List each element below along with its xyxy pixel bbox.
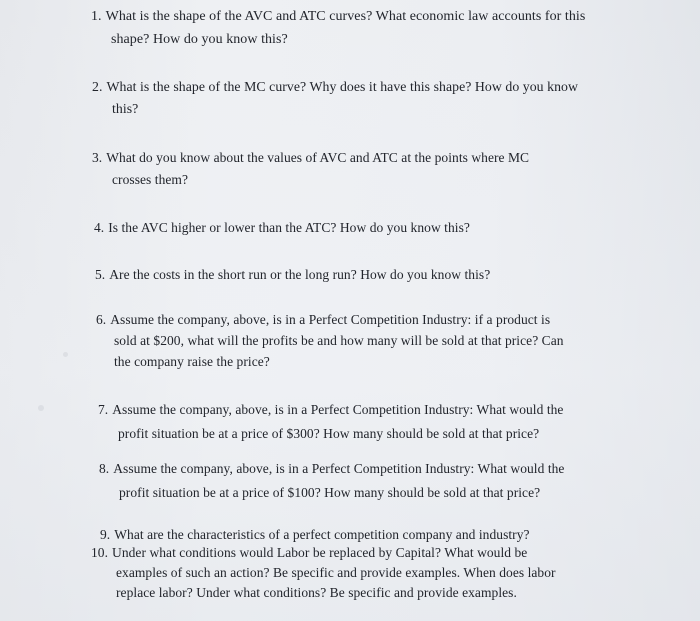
question-number: 9. <box>100 527 111 542</box>
question-text: profit situation be at a price of $300? How many should be sold at that price? <box>118 426 540 441</box>
question-5 <box>95 263 490 287</box>
question-text: Assume the company, above, is in a Perfect Competition Industry: What would the <box>112 402 564 417</box>
question-text: Assume the company, above, is in a Perfect Competition Industry: What would the <box>113 461 565 476</box>
question-3 <box>92 147 529 191</box>
question-text: this? <box>112 101 139 116</box>
question-text: Are the costs in the short run or the long run? How do you know this? <box>109 267 491 282</box>
question-text: Assume the company, above, is in a Perfect Competition Industry: if a product is <box>110 312 551 327</box>
question-text: What do you know about the values of AVC and ATC at the points where MC <box>106 150 530 165</box>
question-text: crosses them? <box>112 172 189 187</box>
question-number: 5. <box>95 267 106 282</box>
question-text: What is the shape of the AVC and ATC curves? What economic law accounts for this <box>105 9 586 24</box>
paper-smudge <box>38 405 44 411</box>
question-number: 10. <box>91 545 109 560</box>
question-7 <box>98 398 563 446</box>
question-text: What are the characteristics of a perfect competition company and industry? <box>114 527 530 542</box>
paper-smudge <box>63 352 68 357</box>
question-number: 7. <box>98 402 109 417</box>
question-text: examples of such an action? Be specific and provide examples. When does labor <box>116 565 556 580</box>
question-text: What is the shape of the MC curve? Why does it have this shape? How do you know <box>106 79 578 94</box>
question-text: Under what conditions would Labor be replaced by Capital? What would be <box>112 545 528 560</box>
question-number: 4. <box>94 220 105 235</box>
question-number: 2. <box>92 79 103 94</box>
question-2 <box>92 76 578 120</box>
question-text: the company raise the price? <box>114 354 270 369</box>
question-number: 6. <box>96 312 107 327</box>
question-1 <box>91 5 585 51</box>
question-4 <box>94 216 470 240</box>
question-text: replace labor? Under what conditions? Be specific and provide examples. <box>116 585 517 600</box>
question-text: sold at $200, what will the profits be and how many will be sold at that price? Can <box>114 333 564 348</box>
question-8 <box>99 457 564 505</box>
question-number: 8. <box>99 461 110 476</box>
question-10 <box>91 543 556 603</box>
question-text: shape? How do you know this? <box>111 32 288 47</box>
question-number: 1. <box>91 9 102 24</box>
question-text: profit situation be at a price of $100? How many should be sold at that price? <box>119 485 541 500</box>
question-text: Is the AVC higher or lower than the ATC? How do you know this? <box>108 220 470 235</box>
question-6 <box>96 309 564 372</box>
question-number: 3. <box>92 150 103 165</box>
